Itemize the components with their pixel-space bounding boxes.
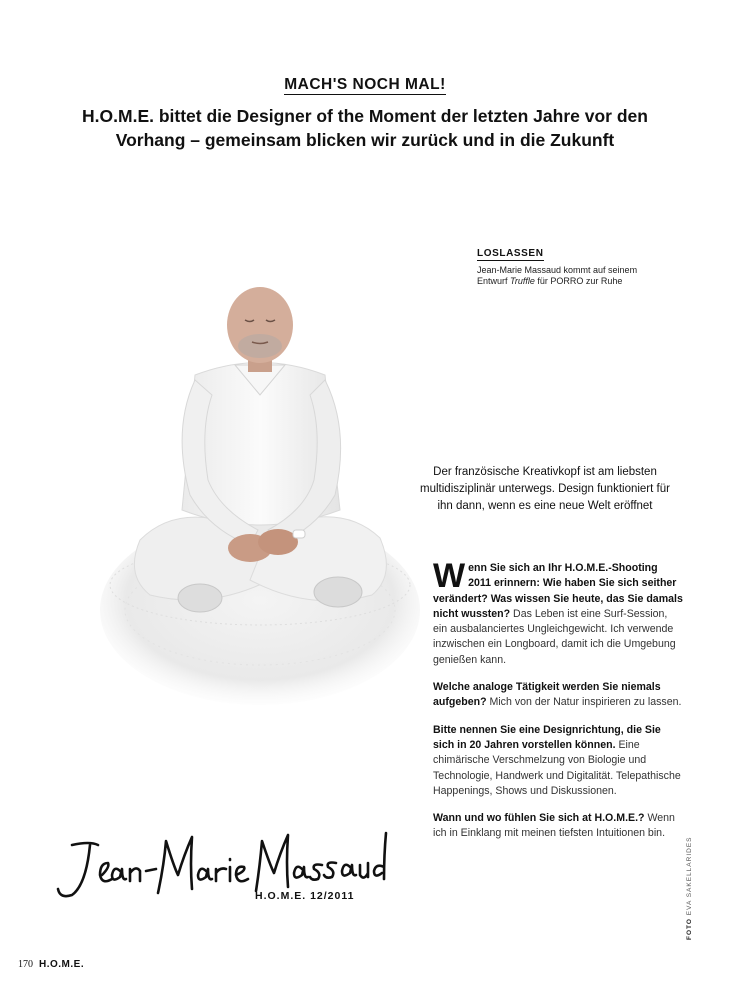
interview-answer: Wenn ich in Einklang mit meinen tiefsten Intuitionen bin.: [433, 812, 675, 840]
interview-qa-2: [433, 680, 683, 711]
credit-name: EVA SAKELLARIDES: [686, 836, 693, 916]
interview-question: Wann und wo fühlen Sie sich at H.O.M.E.?: [433, 812, 645, 825]
interview-question: enn Sie sich an Ihr H.O.M.E.-Shooting 2011 erinnern: Wie haben Sie sich seither verändert? Was wissen Sie heute, das Sie damals nicht wussten?: [433, 562, 683, 620]
caption-text-end: für PORRO zur Ruhe: [534, 276, 623, 286]
interview-answer: Mich von der Natur inspirieren zu lassen.: [486, 696, 682, 709]
caption-title: LOSLASSEN: [477, 248, 544, 259]
credit-label: FOTO: [686, 918, 693, 940]
photo-caption: [477, 243, 647, 287]
interview-qa-4: [433, 811, 683, 842]
caption-text-start: Jean-Marie Massaud kommt auf seinem Entwurf: [477, 265, 638, 286]
caption-product-name: Truffle: [510, 276, 535, 286]
magazine-name: H.O.M.E.: [39, 959, 85, 970]
interview-qa-3: [433, 723, 683, 799]
interview-question: Welche analoge Tätigkeit werden Sie niemals aufgeben?: [433, 681, 661, 709]
photo-credit: [686, 837, 693, 941]
interview-answer: Eine chimärische Verschmelzung von Biologie und Technologie, Handwerk und Digitalität. Telepathische Happenings, Shows und Diskussionen.: [433, 738, 681, 797]
interview-answer: Das Leben ist eine Surf-Session, ein ausbalanciertes Ungleichgewicht. Ich verwende inzwischen ein Longboard, damit ich die Umgebung genießen kann.: [433, 607, 676, 666]
interview: [433, 557, 683, 854]
caption-text: [477, 265, 647, 287]
kicker: [0, 76, 730, 94]
interview-question: Bitte nennen Sie eine Designrichtung, die Sie sich in 20 Jahren vorstellen können.: [433, 723, 661, 751]
headline: H.O.M.E. bittet die Designer of the Moment der letzten Jahre vor den Vorhang – gemeinsam blicken wir zurück und in die Zukunft: [82, 106, 648, 150]
dropcap: W: [433, 557, 466, 595]
portrait-photo: [100, 280, 420, 720]
kicker-text: MACH'S NOCH MAL!: [284, 76, 446, 93]
intro-text: Der französische Kreativkopf ist am liebsten multidisziplinär unterwegs. Design funktioniert für ihn dann, wenn es eine neue Welt eröffnet: [420, 466, 670, 512]
page-footer: [18, 959, 84, 970]
page-number: 170: [18, 959, 33, 970]
issue-reference: H.O.M.E. 12/2011: [255, 890, 355, 902]
interview-qa-1: [433, 557, 683, 668]
